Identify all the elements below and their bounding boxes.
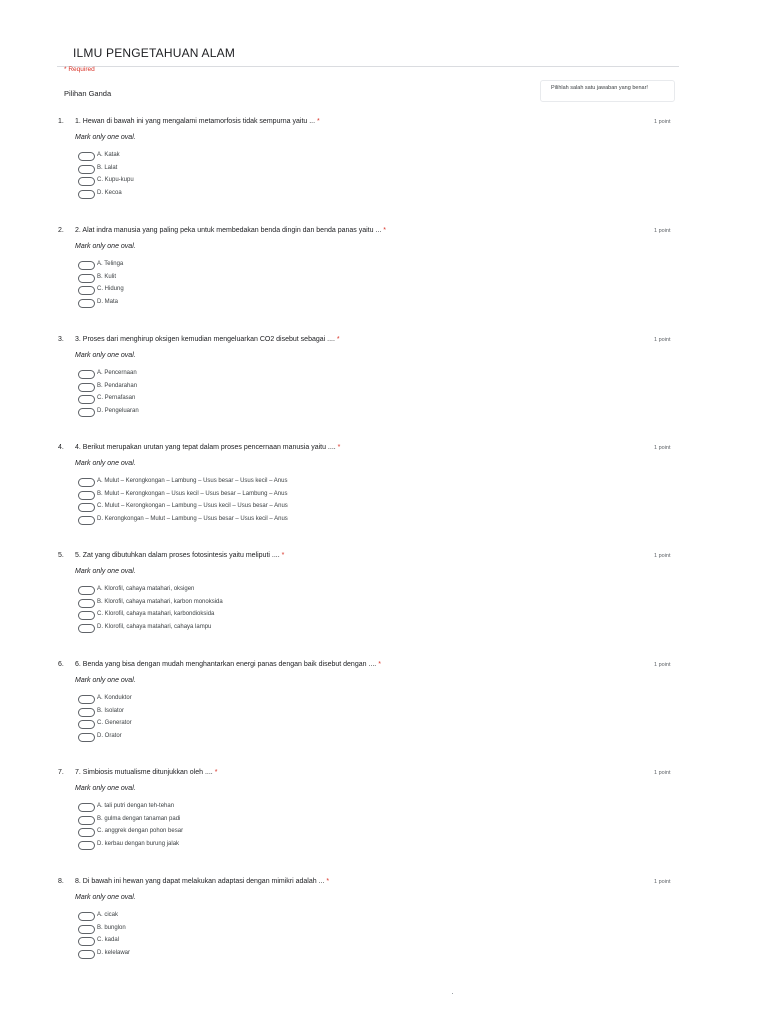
answer-option[interactable] xyxy=(78,611,478,621)
question-instruction: Mark only one oval. xyxy=(75,568,136,575)
question-points: 1 point xyxy=(654,553,671,559)
question-text xyxy=(75,878,329,885)
radio-oval[interactable] xyxy=(78,950,95,959)
section-description: Pilihlah salah satu jawaban yang benar! xyxy=(540,80,675,102)
option-label: A. Konduktor xyxy=(97,695,132,701)
radio-oval[interactable] xyxy=(78,395,95,404)
radio-oval[interactable] xyxy=(78,925,95,934)
question-1 xyxy=(0,118,768,218)
answer-option[interactable] xyxy=(78,733,478,743)
answer-option[interactable] xyxy=(78,383,478,393)
radio-oval[interactable] xyxy=(78,491,95,500)
option-label: B. Pendarahan xyxy=(97,382,138,389)
answer-option[interactable] xyxy=(78,261,478,271)
option-label: A. Mulut – Kerongkongan – Lambung – Usus besar – Usus kecil – Anus xyxy=(97,478,288,484)
answer-option[interactable] xyxy=(78,841,478,851)
answer-option[interactable] xyxy=(78,695,478,705)
question-2 xyxy=(0,227,768,327)
option-label: B. Isolator xyxy=(97,707,125,714)
answer-option[interactable] xyxy=(78,491,478,501)
answer-option[interactable] xyxy=(78,503,478,513)
answer-option[interactable] xyxy=(78,152,478,162)
option-label: C. Kupu-kupu xyxy=(97,177,134,183)
radio-oval[interactable] xyxy=(78,370,95,379)
required-note: * Required xyxy=(64,66,95,73)
question-points: 1 point xyxy=(654,228,671,234)
question-5 xyxy=(0,552,768,652)
answer-option[interactable] xyxy=(78,720,478,730)
question-text-body: 3. Proses dari menghirup oksigen kemudian mengeluarkan CO2 disebut sebagai .... xyxy=(75,336,337,343)
answer-option[interactable] xyxy=(78,803,478,813)
question-points: 1 point xyxy=(654,879,671,885)
question-points: 1 point xyxy=(654,770,671,776)
option-label: C. Klorofil, cahaya matahari, karbondioksida xyxy=(97,611,215,617)
answer-option[interactable] xyxy=(78,299,478,309)
radio-oval[interactable] xyxy=(78,695,95,704)
question-points: 1 point xyxy=(654,119,671,125)
question-text-body: 4. Berikut merupakan urutan yang tepat dalam proses pencernaan manusia yaitu .... xyxy=(75,444,338,451)
question-instruction: Mark only one oval. xyxy=(75,894,136,901)
question-instruction: Mark only one oval. xyxy=(75,677,136,684)
question-points: 1 point xyxy=(654,445,671,451)
option-label: C. kadal xyxy=(97,937,120,943)
answer-option[interactable] xyxy=(78,912,478,922)
option-label: D. kelelawar xyxy=(97,949,131,956)
question-text-body: 5. Zat yang dibutuhkan dalam proses fotosintesis yaitu meliputi .... xyxy=(75,552,282,559)
question-number: 7. xyxy=(58,769,64,776)
required-star: * xyxy=(317,118,320,125)
radio-oval[interactable] xyxy=(78,177,95,186)
radio-oval[interactable] xyxy=(78,937,95,946)
question-instruction: Mark only one oval. xyxy=(75,352,136,359)
question-text-body: 7. Simbiosis mutualisme ditunjukkan oleh .... xyxy=(75,769,215,776)
question-text xyxy=(75,227,386,234)
answer-option[interactable] xyxy=(78,599,478,609)
question-number: 5. xyxy=(58,552,64,559)
question-6 xyxy=(0,661,768,761)
answer-option[interactable] xyxy=(78,925,478,935)
answer-option[interactable] xyxy=(78,937,478,947)
option-label: A. Katak xyxy=(97,152,120,158)
radio-oval[interactable] xyxy=(78,152,95,161)
option-label: A. tali putri dengan teh-tehan xyxy=(97,803,175,809)
question-8 xyxy=(0,878,768,978)
option-label: A. Klorofil, cahaya matahari, oksigen xyxy=(97,586,195,592)
page-mark xyxy=(452,993,453,994)
radio-oval[interactable] xyxy=(78,912,95,921)
option-label: A. Telinga xyxy=(97,261,124,267)
option-label: D. kerbau dengan burung jalak xyxy=(97,840,180,847)
option-label: B. Kulit xyxy=(97,273,117,280)
option-label: C. Mulut – Kerongkongan – Lambung – Usus kecil – Usus besar – Anus xyxy=(97,503,288,509)
answer-option[interactable] xyxy=(78,395,478,405)
question-text-body: 6. Benda yang bisa dengan mudah menghantarkan energi panas dengan baik disebut dengan .... xyxy=(75,661,379,668)
radio-oval[interactable] xyxy=(78,599,95,608)
answer-option[interactable] xyxy=(78,816,478,826)
option-label: A. Pencernaan xyxy=(97,370,137,376)
question-3 xyxy=(0,336,768,436)
question-number: 1. xyxy=(58,118,64,125)
radio-oval[interactable] xyxy=(78,299,95,308)
answer-option[interactable] xyxy=(78,586,478,596)
answer-option[interactable] xyxy=(78,370,478,380)
question-instruction: Mark only one oval. xyxy=(75,243,136,250)
question-points: 1 point xyxy=(654,662,671,668)
answer-option[interactable] xyxy=(78,190,478,200)
radio-oval[interactable] xyxy=(78,803,95,812)
option-label: A. cicak xyxy=(97,912,119,918)
question-number: 6. xyxy=(58,661,64,668)
question-text-body: 8. Di bawah ini hewan yang dapat melakukan adaptasi dengan mimikri adalah ... xyxy=(75,878,327,885)
required-star: * xyxy=(326,878,330,885)
question-number: 4. xyxy=(58,444,64,451)
question-points: 1 point xyxy=(654,337,671,343)
option-label: D. Kecoa xyxy=(97,189,122,196)
answer-option[interactable] xyxy=(78,408,478,418)
radio-oval[interactable] xyxy=(78,720,95,729)
answer-option[interactable] xyxy=(78,624,478,634)
section-title: Pilihan Ganda xyxy=(64,89,112,98)
answer-option[interactable] xyxy=(78,286,478,296)
answer-option[interactable] xyxy=(78,516,478,526)
answer-option[interactable] xyxy=(78,950,478,960)
radio-oval[interactable] xyxy=(78,828,95,837)
option-label: C. Hidung xyxy=(97,286,124,292)
option-label: B. bunglon xyxy=(97,924,126,931)
option-label: D. Klorofil, cahaya matahari, cahaya lampu xyxy=(97,623,212,630)
radio-oval[interactable] xyxy=(78,503,95,512)
radio-oval[interactable] xyxy=(78,733,95,742)
answer-option[interactable] xyxy=(78,478,478,488)
option-label: B. gulma dengan tanaman padi xyxy=(97,815,181,822)
radio-oval[interactable] xyxy=(78,624,95,633)
radio-oval[interactable] xyxy=(78,261,95,270)
option-label: B. Lalat xyxy=(97,164,118,171)
question-text-body: 1. Hewan di bawah ini yang mengalami metamorfosis tidak sempurna yaitu ... xyxy=(75,118,318,125)
question-text xyxy=(75,118,320,125)
question-text-body: 2. Alat indra manusia yang paling peka untuk membedakan benda dingin dan benda panas yaitu ... xyxy=(75,227,384,234)
form-title: ILMU PENGETAHUAN ALAM xyxy=(73,46,236,60)
radio-oval[interactable] xyxy=(78,611,95,620)
answer-option[interactable] xyxy=(78,708,478,718)
answer-option[interactable] xyxy=(78,274,478,284)
radio-oval[interactable] xyxy=(78,586,95,595)
header-divider xyxy=(57,66,679,67)
option-label: C. Generator xyxy=(97,720,132,726)
radio-oval[interactable] xyxy=(78,516,95,525)
question-text xyxy=(75,552,284,559)
answer-option[interactable] xyxy=(78,828,478,838)
radio-oval[interactable] xyxy=(78,165,95,174)
answer-option[interactable] xyxy=(78,177,478,187)
question-text xyxy=(75,444,340,451)
radio-oval[interactable] xyxy=(78,274,95,283)
question-text xyxy=(75,336,340,343)
radio-oval[interactable] xyxy=(78,708,95,717)
question-instruction: Mark only one oval. xyxy=(75,785,136,792)
question-instruction: Mark only one oval. xyxy=(75,134,136,141)
option-label: C. Pernafasan xyxy=(97,395,136,401)
radio-oval[interactable] xyxy=(78,286,95,295)
option-label: D. Mata xyxy=(97,298,119,305)
question-number: 2. xyxy=(58,227,64,234)
option-label: B. Mulut – Kerongkongan – Usus kecil – Usus besar – Lambung – Anus xyxy=(97,490,288,497)
question-text xyxy=(75,769,217,776)
option-label: B. Klorofil, cahaya matahari, karbon monoksida xyxy=(97,598,223,605)
question-number: 8. xyxy=(58,878,64,885)
radio-oval[interactable] xyxy=(78,841,95,850)
required-star: * xyxy=(337,444,341,451)
radio-oval[interactable] xyxy=(78,383,95,392)
option-label: D. Pengeluaran xyxy=(97,407,139,414)
required-star: * xyxy=(383,227,386,234)
question-7 xyxy=(0,769,768,869)
required-star: * xyxy=(214,769,218,776)
option-label: D. Orator xyxy=(97,732,122,739)
option-label: C. anggrek dengan pohon besar xyxy=(97,828,184,834)
radio-oval[interactable] xyxy=(78,478,95,487)
radio-oval[interactable] xyxy=(78,816,95,825)
question-number: 3. xyxy=(58,336,64,343)
question-instruction: Mark only one oval. xyxy=(75,460,136,467)
required-star: * xyxy=(281,552,285,559)
answer-option[interactable] xyxy=(78,165,478,175)
required-star: * xyxy=(378,661,381,668)
required-star: * xyxy=(336,336,340,343)
question-text xyxy=(75,661,381,668)
question-4 xyxy=(0,444,768,544)
radio-oval[interactable] xyxy=(78,408,95,417)
radio-oval[interactable] xyxy=(78,190,95,199)
option-label: D. Kerongkongan – Mulut – Lambung – Usus besar – Usus kecil – Anus xyxy=(97,515,288,522)
